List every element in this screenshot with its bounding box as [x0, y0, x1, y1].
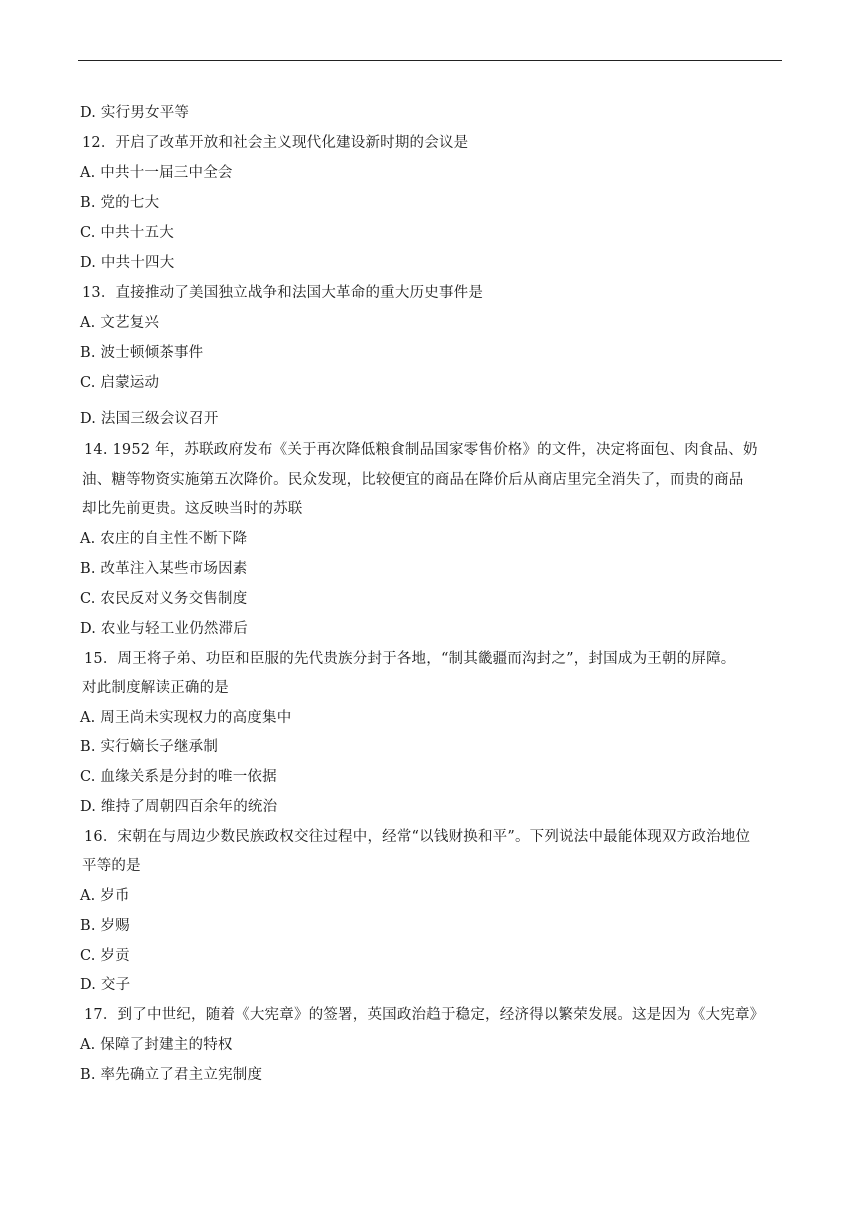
q17-option-a: A. 保障了封建主的特权 [80, 1037, 233, 1053]
q12-stem: 12．开启了改革开放和社会主义现代化建设新时期的会议是 [82, 135, 469, 151]
q16-option-a: A. 岁币 [80, 888, 130, 904]
q15-stem-line2: 对此制度解读正确的是 [82, 680, 229, 696]
q15-option-b: B. 实行嫡长子继承制 [80, 739, 219, 755]
q13-option-d: D. 法国三级会议召开 [80, 411, 219, 427]
q15-option-a: A. 周王尚未实现权力的高度集中 [80, 710, 292, 726]
q13-option-a: A. 文艺复兴 [80, 315, 160, 331]
q17-option-b: B. 率先确立了君主立宪制度 [80, 1067, 263, 1083]
header-rule [78, 60, 782, 61]
q13-stem: 13．直接推动了美国独立战争和法国大革命的重大历史事件是 [82, 285, 484, 301]
q16-option-b: B. 岁赐 [80, 918, 130, 934]
q11-option-d: D. 实行男女平等 [80, 105, 190, 121]
q14-stem-line2: 油、糖等物资实施第五次降价。民众发现，比较便宜的商品在降价后从商店里完全消失了，而贵的商品 [82, 472, 744, 488]
q16-stem-line2: 平等的是 [82, 858, 141, 874]
q14-stem-line1: 14. 1952 年，苏联政府发布《关于再次降低粮食制品国家零售价格》的文件，决定将面包、肉食品、奶 [84, 442, 758, 458]
q14-stem-line3: 却比先前更贵。这反映当时的苏联 [82, 501, 303, 517]
q13-option-c: C. 启蒙运动 [80, 375, 160, 391]
q14-option-a: A. 农庄的自主性不断下降 [80, 531, 248, 547]
q12-option-c: C. 中共十五大 [80, 225, 174, 241]
q16-stem-line1: 16．宋朝在与周边少数民族政权交往过程中，经常“以钱财换和平”。下列说法中最能体现双方政治地位 [84, 829, 751, 845]
q16-option-d: D. 交子 [80, 977, 131, 993]
q14-option-c: C. 农民反对义务交售制度 [80, 591, 248, 607]
q15-stem-line1: 15．周王将子弟、功臣和臣服的先代贵族分封于各地，“制其畿疆而沟封之”，封国成为王朝的屏障。 [84, 651, 736, 667]
q15-option-d: D. 维持了周朝四百余年的统治 [80, 799, 278, 815]
q15-option-c: C. 血缘关系是分封的唯一依据 [80, 769, 277, 785]
q16-option-c: C. 岁贡 [80, 948, 130, 964]
q12-option-a: A. 中共十一届三中全会 [80, 165, 233, 181]
q12-option-b: B. 党的七大 [80, 195, 160, 211]
q17-stem: 17．到了中世纪，随着《大宪章》的签署，英国政治趋于稳定，经济得以繁荣发展。这是因为《大宪章》 [84, 1007, 765, 1023]
q14-option-d: D. 农业与轻工业仍然滞后 [80, 621, 248, 637]
q14-option-b: B. 改革注入某些市场因素 [80, 561, 248, 577]
q13-option-b: B. 波士顿倾茶事件 [80, 345, 204, 361]
q12-option-d: D. 中共十四大 [80, 255, 175, 271]
